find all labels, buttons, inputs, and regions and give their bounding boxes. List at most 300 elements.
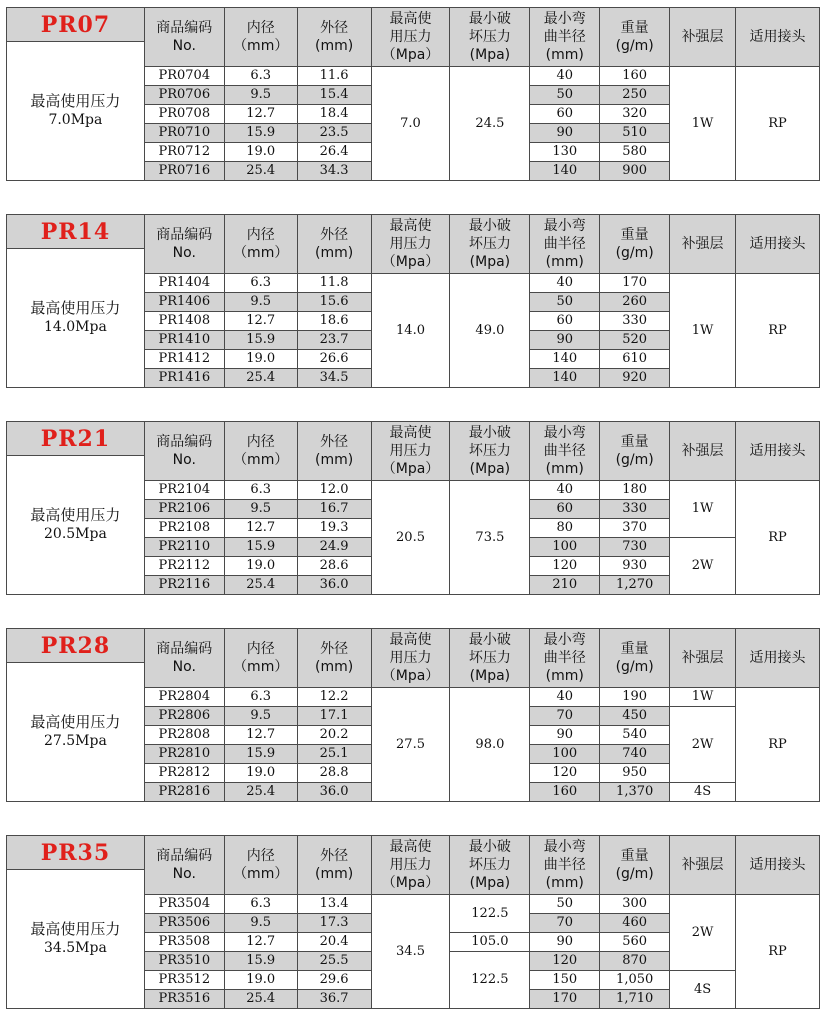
product-code: PR2804 — [144, 688, 224, 707]
weight: 460 — [600, 914, 670, 933]
outer-diameter: 24.9 — [297, 538, 371, 557]
header-layer — [670, 836, 736, 895]
header-weight-line: (g/m) — [615, 659, 654, 675]
product-code: PR2106 — [144, 500, 224, 519]
min-bend-radius: 40 — [530, 67, 600, 86]
header-outer-line: 外径 — [320, 434, 349, 450]
outer-diameter: 36.0 — [297, 576, 371, 595]
inner-diameter: 9.5 — [224, 293, 297, 312]
header-pressure-line: （Mpa） — [381, 254, 440, 270]
header-burst-line: 最小破 — [468, 632, 511, 648]
fitting-type: RP — [736, 481, 820, 595]
header-fitting — [736, 629, 820, 688]
header-burst-line: (Mpa) — [469, 875, 511, 891]
outer-diameter: 12.0 — [297, 481, 371, 500]
weight: 260 — [600, 293, 670, 312]
header-pressure — [371, 629, 450, 688]
min-burst-pressure: 122.5 — [450, 952, 530, 1009]
min-bend-radius: 100 — [530, 745, 600, 764]
header-weight-line: 重量 — [620, 227, 649, 243]
fitting-type: RP — [736, 67, 820, 181]
header-inner-line: （mm） — [233, 659, 289, 675]
header-bend-line: 最小弯 — [543, 632, 586, 648]
header-layer-line: 补强层 — [681, 650, 724, 666]
header-bend-line: 最小弯 — [543, 11, 586, 27]
header-weight-line: 重量 — [620, 641, 649, 657]
weight: 950 — [600, 764, 670, 783]
product-code: PR2104 — [144, 481, 224, 500]
inner-diameter: 12.7 — [224, 312, 297, 331]
spec-table-pr28 — [6, 628, 820, 802]
weight: 300 — [600, 895, 670, 914]
header-fitting — [736, 215, 820, 274]
header-weight-line: (g/m) — [615, 866, 654, 882]
min-burst-pressure: 105.0 — [450, 933, 530, 952]
series-title: PR07 — [7, 8, 145, 42]
weight: 900 — [600, 162, 670, 181]
spec-table-pr35 — [6, 835, 820, 1009]
header-layer-line: 补强层 — [681, 443, 724, 459]
min-burst-pressure: 98.0 — [450, 688, 530, 802]
weight: 190 — [600, 688, 670, 707]
outer-diameter: 18.6 — [297, 312, 371, 331]
min-bend-radius: 170 — [530, 990, 600, 1009]
inner-diameter: 25.4 — [224, 576, 297, 595]
inner-diameter: 15.9 — [224, 952, 297, 971]
header-weight — [600, 215, 670, 274]
product-code: PR2816 — [144, 783, 224, 802]
header-burst-line: 坏压力 — [468, 443, 511, 459]
header-bend-line: (mm) — [545, 668, 584, 684]
header-inner-line: 内径 — [246, 20, 275, 36]
weight: 330 — [600, 312, 670, 331]
inner-diameter: 9.5 — [224, 914, 297, 933]
min-bend-radius: 130 — [530, 143, 600, 162]
header-code-line: 商品编码 — [156, 848, 213, 864]
pressure-label — [7, 456, 145, 595]
max-working-pressure: 20.5 — [371, 481, 450, 595]
pressure-label-text: 最高使用压力 — [30, 920, 121, 938]
min-bend-radius: 60 — [530, 312, 600, 331]
header-burst-line: 坏压力 — [468, 650, 511, 666]
header-inner-line: （mm） — [233, 245, 289, 261]
outer-diameter: 17.3 — [297, 914, 371, 933]
product-code: PR2116 — [144, 576, 224, 595]
pressure-label-text: 最高使用压力 — [30, 506, 121, 524]
series-title: PR14 — [7, 215, 145, 249]
header-bend-line: 曲半径 — [543, 443, 586, 459]
weight: 1,370 — [600, 783, 670, 802]
spec-table-pr14 — [6, 214, 820, 388]
min-bend-radius: 140 — [530, 350, 600, 369]
header-burst-line: 最小破 — [468, 11, 511, 27]
product-code: PR3516 — [144, 990, 224, 1009]
header-pressure — [371, 215, 450, 274]
outer-diameter: 26.4 — [297, 143, 371, 162]
weight: 1,710 — [600, 990, 670, 1009]
header-outer-line: (mm) — [315, 38, 354, 54]
weight: 1,050 — [600, 971, 670, 990]
header-bend-line: (mm) — [545, 254, 584, 270]
min-bend-radius: 80 — [530, 519, 600, 538]
outer-diameter: 11.8 — [297, 274, 371, 293]
header-burst-line: 最小破 — [468, 839, 511, 855]
product-code: PR1410 — [144, 331, 224, 350]
header-pressure — [371, 422, 450, 481]
header-bend-line: 最小弯 — [543, 839, 586, 855]
header-inner-line: （mm） — [233, 452, 289, 468]
weight: 160 — [600, 67, 670, 86]
inner-diameter: 25.4 — [224, 162, 297, 181]
header-fitting-line: 适用接头 — [749, 29, 806, 45]
reinforcement-layer: 1W — [670, 67, 736, 181]
header-fitting — [736, 8, 820, 67]
min-bend-radius: 70 — [530, 707, 600, 726]
header-pressure — [371, 836, 450, 895]
outer-diameter: 12.2 — [297, 688, 371, 707]
header-pressure — [371, 8, 450, 67]
header-layer — [670, 422, 736, 481]
inner-diameter: 12.7 — [224, 726, 297, 745]
pressure-label — [7, 42, 145, 181]
min-bend-radius: 40 — [530, 481, 600, 500]
outer-diameter: 34.5 — [297, 369, 371, 388]
header-pressure-line: 用压力 — [389, 857, 432, 873]
header-weight-line: 重量 — [620, 848, 649, 864]
header-burst — [450, 422, 530, 481]
header-bend-line: 曲半径 — [543, 857, 586, 873]
header-weight-line: 重量 — [620, 20, 649, 36]
min-bend-radius: 90 — [530, 124, 600, 143]
weight: 320 — [600, 105, 670, 124]
weight: 370 — [600, 519, 670, 538]
min-bend-radius: 150 — [530, 971, 600, 990]
header-outer-line: (mm) — [315, 866, 354, 882]
weight: 180 — [600, 481, 670, 500]
pressure-label-text: 最高使用压力 — [30, 299, 121, 317]
header-weight-line: 重量 — [620, 434, 649, 450]
header-code-line: No. — [172, 245, 196, 261]
inner-diameter: 19.0 — [224, 557, 297, 576]
min-bend-radius: 120 — [530, 952, 600, 971]
outer-diameter: 23.7 — [297, 331, 371, 350]
header-code-line: 商品编码 — [156, 434, 213, 450]
header-burst-line: 坏压力 — [468, 857, 511, 873]
inner-diameter: 12.7 — [224, 933, 297, 952]
header-layer-line: 补强层 — [681, 236, 724, 252]
product-code: PR1416 — [144, 369, 224, 388]
outer-diameter: 16.7 — [297, 500, 371, 519]
max-working-pressure: 7.0 — [371, 67, 450, 181]
header-code-line: 商品编码 — [156, 641, 213, 657]
inner-diameter: 12.7 — [224, 519, 297, 538]
product-code: PR3504 — [144, 895, 224, 914]
weight: 560 — [600, 933, 670, 952]
header-fitting-line: 适用接头 — [749, 650, 806, 666]
min-bend-radius: 50 — [530, 293, 600, 312]
header-weight — [600, 8, 670, 67]
header-weight-line: (g/m) — [615, 245, 654, 261]
inner-diameter: 9.5 — [224, 86, 297, 105]
weight: 920 — [600, 369, 670, 388]
inner-diameter: 25.4 — [224, 369, 297, 388]
outer-diameter: 25.1 — [297, 745, 371, 764]
header-code — [144, 8, 224, 67]
header-weight — [600, 629, 670, 688]
product-code: PR1404 — [144, 274, 224, 293]
header-bend-line: 曲半径 — [543, 29, 586, 45]
weight: 740 — [600, 745, 670, 764]
product-code: PR1412 — [144, 350, 224, 369]
header-burst — [450, 629, 530, 688]
header-inner-line: 内径 — [246, 434, 275, 450]
inner-diameter: 19.0 — [224, 971, 297, 990]
header-burst-line: (Mpa) — [469, 47, 511, 63]
reinforcement-layer: 2W — [670, 538, 736, 595]
outer-diameter: 17.1 — [297, 707, 371, 726]
header-weight-line: (g/m) — [615, 452, 654, 468]
min-burst-pressure: 49.0 — [450, 274, 530, 388]
header-layer — [670, 629, 736, 688]
inner-diameter: 19.0 — [224, 143, 297, 162]
header-outer-line: (mm) — [315, 245, 354, 261]
outer-diameter: 11.6 — [297, 67, 371, 86]
header-code-line: No. — [172, 452, 196, 468]
header-burst-line: 最小破 — [468, 425, 511, 441]
header-pressure-line: 最高使 — [389, 11, 432, 27]
product-code: PR2806 — [144, 707, 224, 726]
header-outer — [297, 8, 371, 67]
inner-diameter: 19.0 — [224, 764, 297, 783]
header-bend — [530, 629, 600, 688]
weight: 450 — [600, 707, 670, 726]
product-code: PR0708 — [144, 105, 224, 124]
header-code-line: 商品编码 — [156, 20, 213, 36]
max-working-pressure: 27.5 — [371, 688, 450, 802]
weight: 930 — [600, 557, 670, 576]
inner-diameter: 25.4 — [224, 990, 297, 1009]
header-layer — [670, 8, 736, 67]
header-weight — [600, 422, 670, 481]
header-pressure-line: （Mpa） — [381, 47, 440, 63]
pressure-label — [7, 663, 145, 802]
header-bend-line: (mm) — [545, 47, 584, 63]
header-outer — [297, 836, 371, 895]
inner-diameter: 6.3 — [224, 688, 297, 707]
min-bend-radius: 40 — [530, 688, 600, 707]
header-inner-line: 内径 — [246, 227, 275, 243]
product-code: PR1408 — [144, 312, 224, 331]
spec-table-pr07 — [6, 7, 820, 181]
outer-diameter: 36.7 — [297, 990, 371, 1009]
header-pressure-line: 最高使 — [389, 218, 432, 234]
fitting-type: RP — [736, 688, 820, 802]
inner-diameter: 25.4 — [224, 783, 297, 802]
reinforcement-layer: 1W — [670, 274, 736, 388]
min-bend-radius: 70 — [530, 914, 600, 933]
header-bend-line: (mm) — [545, 875, 584, 891]
header-weight — [600, 836, 670, 895]
outer-diameter: 20.4 — [297, 933, 371, 952]
header-code — [144, 422, 224, 481]
header-inner — [224, 8, 297, 67]
pressure-label-value: 20.5Mpa — [44, 526, 107, 542]
outer-diameter: 20.2 — [297, 726, 371, 745]
min-bend-radius: 120 — [530, 764, 600, 783]
min-burst-pressure: 73.5 — [450, 481, 530, 595]
header-bend — [530, 8, 600, 67]
header-outer — [297, 422, 371, 481]
header-outer-line: 外径 — [320, 20, 349, 36]
inner-diameter: 9.5 — [224, 707, 297, 726]
pressure-label-text: 最高使用压力 — [30, 92, 121, 110]
header-outer-line: (mm) — [315, 659, 354, 675]
header-weight-line: (g/m) — [615, 38, 654, 54]
header-bend-line: 曲半径 — [543, 236, 586, 252]
min-bend-radius: 90 — [530, 331, 600, 350]
outer-diameter: 28.8 — [297, 764, 371, 783]
header-outer-line: 外径 — [320, 848, 349, 864]
spec-table-pr21 — [6, 421, 820, 595]
header-code — [144, 215, 224, 274]
inner-diameter: 6.3 — [224, 67, 297, 86]
inner-diameter: 6.3 — [224, 481, 297, 500]
header-outer — [297, 215, 371, 274]
header-bend-line: (mm) — [545, 461, 584, 477]
header-bend — [530, 836, 600, 895]
min-bend-radius: 160 — [530, 783, 600, 802]
header-pressure-line: （Mpa） — [381, 875, 440, 891]
header-pressure-line: 用压力 — [389, 443, 432, 459]
header-pressure-line: 最高使 — [389, 425, 432, 441]
product-code: PR3512 — [144, 971, 224, 990]
header-fitting-line: 适用接头 — [749, 236, 806, 252]
header-inner-line: 内径 — [246, 848, 275, 864]
product-code: PR2812 — [144, 764, 224, 783]
min-bend-radius: 90 — [530, 726, 600, 745]
inner-diameter: 6.3 — [224, 274, 297, 293]
min-burst-pressure: 122.5 — [450, 895, 530, 933]
product-code: PR0704 — [144, 67, 224, 86]
outer-diameter: 26.6 — [297, 350, 371, 369]
product-code: PR3508 — [144, 933, 224, 952]
header-layer-line: 补强层 — [681, 857, 724, 873]
header-layer-line: 补强层 — [681, 29, 724, 45]
max-working-pressure: 34.5 — [371, 895, 450, 1009]
header-burst — [450, 8, 530, 67]
product-code: PR2110 — [144, 538, 224, 557]
reinforcement-layer: 4S — [670, 783, 736, 802]
weight: 610 — [600, 350, 670, 369]
header-pressure-line: 最高使 — [389, 839, 432, 855]
product-code: PR2810 — [144, 745, 224, 764]
inner-diameter: 15.9 — [224, 124, 297, 143]
weight: 170 — [600, 274, 670, 293]
header-pressure-line: 用压力 — [389, 29, 432, 45]
header-pressure-line: （Mpa） — [381, 461, 440, 477]
header-code-line: 商品编码 — [156, 227, 213, 243]
pressure-label — [7, 870, 145, 1009]
header-inner — [224, 836, 297, 895]
outer-diameter: 18.4 — [297, 105, 371, 124]
weight: 510 — [600, 124, 670, 143]
outer-diameter: 36.0 — [297, 783, 371, 802]
product-code: PR2108 — [144, 519, 224, 538]
header-bend — [530, 215, 600, 274]
outer-diameter: 19.3 — [297, 519, 371, 538]
reinforcement-layer: 2W — [670, 895, 736, 971]
header-burst — [450, 836, 530, 895]
max-working-pressure: 14.0 — [371, 274, 450, 388]
series-title: PR28 — [7, 629, 145, 663]
min-bend-radius: 60 — [530, 105, 600, 124]
pressure-label-value: 27.5Mpa — [44, 733, 107, 749]
product-code: PR2112 — [144, 557, 224, 576]
inner-diameter: 15.9 — [224, 745, 297, 764]
header-code-line: No. — [172, 38, 196, 54]
header-fitting — [736, 836, 820, 895]
pressure-label-text: 最高使用压力 — [30, 713, 121, 731]
header-pressure-line: 用压力 — [389, 236, 432, 252]
inner-diameter: 15.9 — [224, 538, 297, 557]
fitting-type: RP — [736, 274, 820, 388]
header-bend-line: 曲半径 — [543, 650, 586, 666]
inner-diameter: 9.5 — [224, 500, 297, 519]
pressure-label-value: 34.5Mpa — [44, 940, 107, 956]
header-code-line: No. — [172, 866, 196, 882]
min-bend-radius: 100 — [530, 538, 600, 557]
reinforcement-layer: 2W — [670, 707, 736, 783]
weight: 540 — [600, 726, 670, 745]
product-code: PR0712 — [144, 143, 224, 162]
outer-diameter: 15.4 — [297, 86, 371, 105]
header-inner-line: （mm） — [233, 38, 289, 54]
inner-diameter: 19.0 — [224, 350, 297, 369]
min-burst-pressure: 24.5 — [450, 67, 530, 181]
header-inner-line: 内径 — [246, 641, 275, 657]
pressure-label-value: 7.0Mpa — [48, 112, 103, 128]
header-burst-line: (Mpa) — [469, 254, 511, 270]
header-outer — [297, 629, 371, 688]
outer-diameter: 13.4 — [297, 895, 371, 914]
min-bend-radius: 90 — [530, 933, 600, 952]
header-burst-line: (Mpa) — [469, 668, 511, 684]
min-bend-radius: 210 — [530, 576, 600, 595]
min-bend-radius: 140 — [530, 369, 600, 388]
header-pressure-line: 最高使 — [389, 632, 432, 648]
product-code: PR0716 — [144, 162, 224, 181]
outer-diameter: 28.6 — [297, 557, 371, 576]
header-inner — [224, 629, 297, 688]
product-code: PR1406 — [144, 293, 224, 312]
min-bend-radius: 140 — [530, 162, 600, 181]
header-layer — [670, 215, 736, 274]
weight: 730 — [600, 538, 670, 557]
header-code — [144, 629, 224, 688]
header-burst-line: 最小破 — [468, 218, 511, 234]
weight: 870 — [600, 952, 670, 971]
inner-diameter: 12.7 — [224, 105, 297, 124]
outer-diameter: 23.5 — [297, 124, 371, 143]
fitting-type: RP — [736, 895, 820, 1009]
header-fitting-line: 适用接头 — [749, 443, 806, 459]
header-burst — [450, 215, 530, 274]
header-pressure-line: （Mpa） — [381, 668, 440, 684]
reinforcement-layer: 1W — [670, 481, 736, 538]
header-code — [144, 836, 224, 895]
header-inner — [224, 422, 297, 481]
header-inner-line: （mm） — [233, 866, 289, 882]
